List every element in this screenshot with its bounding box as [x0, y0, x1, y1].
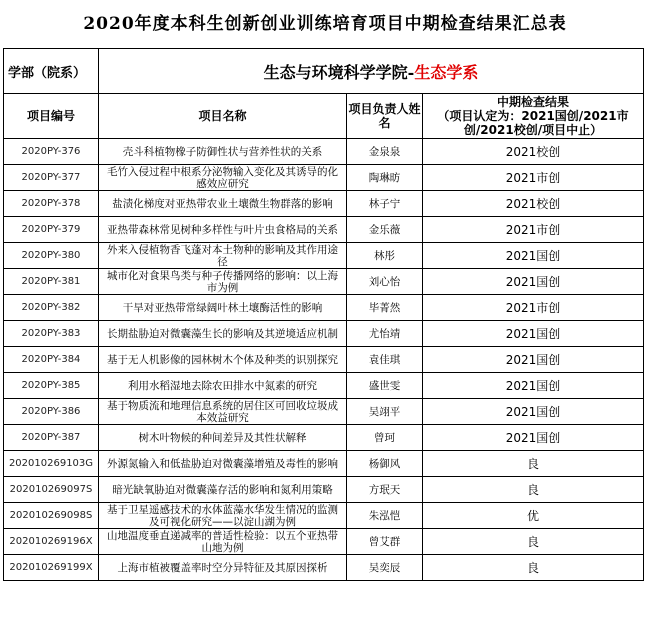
- project-name: 上海市植被覆盖率时空分异特征及其原因探析: [99, 555, 347, 581]
- project-name: 外来入侵植物香飞蓬对本土物种的影响及其作用途径: [99, 243, 347, 269]
- department-label: 学部（院系）: [4, 49, 99, 94]
- table-row: [4, 503, 644, 529]
- table-row: [4, 269, 644, 295]
- table-row: [4, 555, 644, 581]
- table-row: [4, 321, 644, 347]
- project-name: 毛竹入侵过程中根系分泌物输入变化及其诱导的化感效应研究: [99, 165, 347, 191]
- project-code: 2020PY-386: [4, 399, 99, 425]
- table-row: [4, 477, 644, 503]
- project-code: 202010269103G: [4, 451, 99, 477]
- project-leader: 盛世雯: [347, 373, 423, 399]
- page-title: 2020年度本科生创新创业训练培育项目中期检查结果汇总表: [83, 14, 567, 34]
- table-row: [4, 295, 644, 321]
- project-name: 亚热带森林常见树种多样性与叶片虫食格局的关系: [99, 217, 347, 243]
- project-code: 2020PY-379: [4, 217, 99, 243]
- project-name: 基于无人机影像的园林树木个体及种类的识别探究: [99, 347, 347, 373]
- project-code: 2020PY-376: [4, 139, 99, 165]
- check-result: 2021国创: [423, 269, 644, 295]
- project-leader: 朱泓恺: [347, 503, 423, 529]
- project-name: 盐渍化梯度对亚热带农业土壤微生物群落的影响: [99, 191, 347, 217]
- header-result: [423, 94, 644, 139]
- check-result: 2021国创: [423, 373, 644, 399]
- check-result: 优: [423, 503, 644, 529]
- check-result: 良: [423, 555, 644, 581]
- table-row: [4, 347, 644, 373]
- table-row: [4, 451, 644, 477]
- check-result: 2021国创: [423, 399, 644, 425]
- check-result: 良: [423, 477, 644, 503]
- project-code: 2020PY-383: [4, 321, 99, 347]
- check-result: 良: [423, 451, 644, 477]
- project-leader: 吴翊平: [347, 399, 423, 425]
- table-row: [4, 139, 644, 165]
- table-row: [4, 425, 644, 451]
- project-name: 基于物质流和地理信息系统的居住区可回收垃圾成本效益研究: [99, 399, 347, 425]
- project-name: 干旱对亚热带常绿阔叶林土壤酶活性的影响: [99, 295, 347, 321]
- project-code: 2020PY-381: [4, 269, 99, 295]
- header-name: 项目名称: [99, 94, 347, 139]
- check-result: 2021市创: [423, 217, 644, 243]
- check-result: 2021国创: [423, 243, 644, 269]
- department-name-sub: 生态学系: [414, 62, 479, 82]
- project-name: 城市化对食果鸟类与种子传播网络的影响：以上海市为例: [99, 269, 347, 295]
- department-name-main: 生态与环境科学学院-: [263, 62, 415, 82]
- table-row: [4, 373, 644, 399]
- project-name: 树木叶物候的种间差异及其性状解释: [99, 425, 347, 451]
- department-value: [99, 49, 644, 94]
- project-code: 2020PY-382: [4, 295, 99, 321]
- department-row: [4, 49, 644, 94]
- project-leader: 陶琳昉: [347, 165, 423, 191]
- table-row: [4, 191, 644, 217]
- project-leader: 毕菁然: [347, 295, 423, 321]
- project-name: 暗光缺氧胁迫对微囊藻存活的影响和氮利用策略: [99, 477, 347, 503]
- project-name: 利用水稻湿地去除农田排水中氮素的研究: [99, 373, 347, 399]
- header-code: 项目编号: [4, 94, 99, 139]
- project-code: 2020PY-378: [4, 191, 99, 217]
- project-code: 2020PY-380: [4, 243, 99, 269]
- table-row: [4, 399, 644, 425]
- check-result: 良: [423, 529, 644, 555]
- project-leader: 方珉天: [347, 477, 423, 503]
- check-result: 2021校创: [423, 139, 644, 165]
- project-code: 2020PY-385: [4, 373, 99, 399]
- project-leader: 林子宁: [347, 191, 423, 217]
- project-leader: 刘心怡: [347, 269, 423, 295]
- project-code: 2020PY-377: [4, 165, 99, 191]
- project-leader: 曾艾群: [347, 529, 423, 555]
- header-leader: 项目负责人姓名: [347, 94, 423, 139]
- project-name: 外源氮输入和低盐胁迫对微囊藻增殖及毒性的影响: [99, 451, 347, 477]
- check-result: 2021市创: [423, 295, 644, 321]
- project-leader: 林彤: [347, 243, 423, 269]
- check-result: 2021国创: [423, 425, 644, 451]
- project-leader: 金泉泉: [347, 139, 423, 165]
- project-leader: 金乐薇: [347, 217, 423, 243]
- project-name: 山地温度垂直递减率的普适性检验：以五个亚热带山地为例: [99, 529, 347, 555]
- project-code: 2020PY-384: [4, 347, 99, 373]
- project-name: 长期盐胁迫对微囊藻生长的影响及其逆境适应机制: [99, 321, 347, 347]
- table-row: [4, 217, 644, 243]
- header-row: [4, 94, 644, 139]
- project-leader: 尤怡靖: [347, 321, 423, 347]
- check-result: 2021国创: [423, 347, 644, 373]
- project-leader: 袁佳琪: [347, 347, 423, 373]
- project-name: 壳斗科植物橡子防御性状与营养性状的关系: [99, 139, 347, 165]
- table-row: [4, 165, 644, 191]
- project-leader: 杨御风: [347, 451, 423, 477]
- project-code: 202010269196X: [4, 529, 99, 555]
- project-code: 202010269098S: [4, 503, 99, 529]
- results-table: [3, 48, 644, 581]
- table-row: [4, 243, 644, 269]
- check-result: 2021国创: [423, 321, 644, 347]
- table-row: [4, 529, 644, 555]
- project-name: 基于卫星遥感技术的水体蓝藻水华发生情况的监测及可视化研究——以淀山湖为例: [99, 503, 347, 529]
- project-code: 202010269097S: [4, 477, 99, 503]
- check-result: 2021校创: [423, 191, 644, 217]
- project-leader: 吴奕辰: [347, 555, 423, 581]
- project-code: 202010269199X: [4, 555, 99, 581]
- header-result-line1: 中期检查结果: [496, 95, 569, 109]
- header-result-line2: （项目认定为：2021国创/2021市创/2021校创/项目中止）: [437, 109, 629, 137]
- project-code: 2020PY-387: [4, 425, 99, 451]
- project-leader: 曾珂: [347, 425, 423, 451]
- check-result: 2021市创: [423, 165, 644, 191]
